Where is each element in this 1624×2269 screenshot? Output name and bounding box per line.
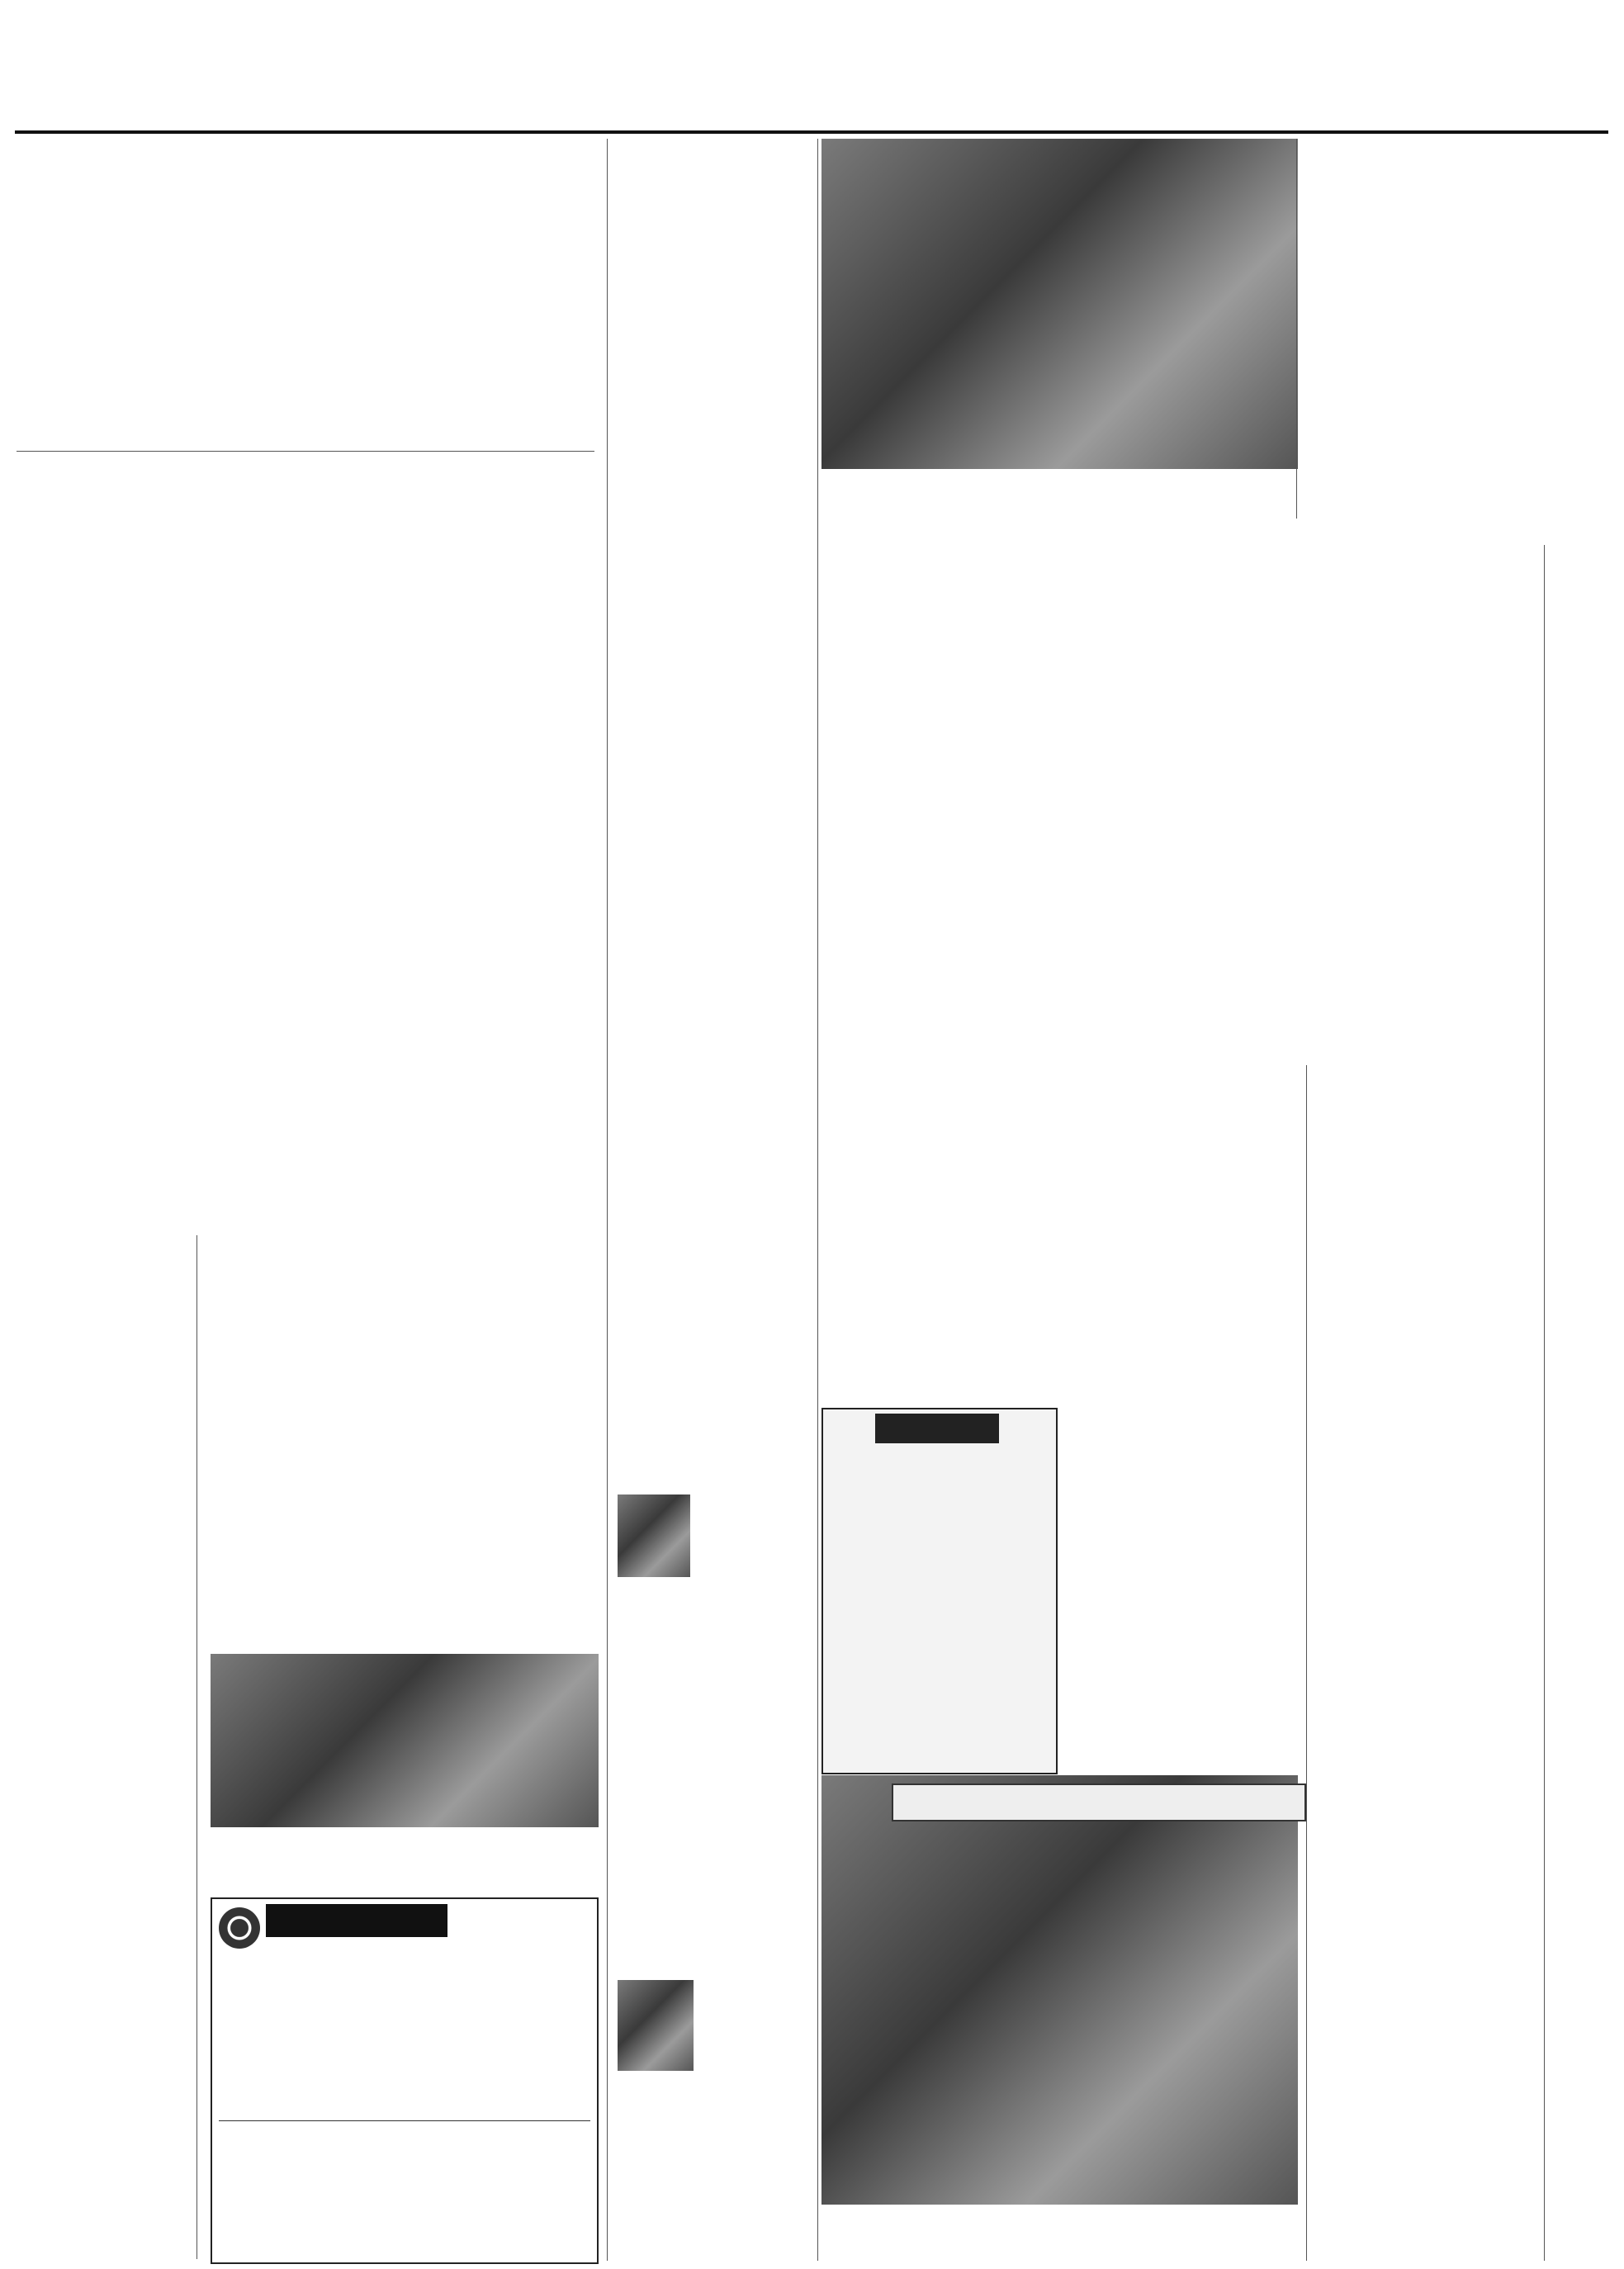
table-cell [367,2133,442,2134]
rebury-body [17,317,594,439]
weather-logo-sub [266,1937,447,1954]
book-launch-photo [211,1654,599,1827]
extortion-body [618,248,809,594]
divider [1306,1065,1307,2261]
divider [17,451,594,452]
obituary-body [618,2076,809,2155]
flour-body [618,727,809,1197]
table-cell [219,2133,293,2134]
isd-caption [821,2208,1298,2257]
weather-table [219,2119,590,2257]
isd-banner-sub [892,1821,1303,1846]
shanties-body [821,1179,1298,1404]
vday-body [618,2210,809,2262]
table-cell [516,2133,590,2134]
world-bank-meeting-photo [821,139,1298,469]
weather-body [219,2006,590,2115]
table-row [219,2133,590,2134]
obituary-portrait [618,1980,694,2071]
divider [1544,545,1545,2261]
steel-body [618,1582,809,1939]
wage-body [1304,306,1610,537]
isd-banner [892,1783,1306,1821]
divider [817,139,818,2261]
table-cell [293,2133,367,2134]
relief-body [211,1341,599,1646]
book-launch-caption [211,1841,599,1886]
promothesh-portrait [618,1495,690,1577]
dhaka-today-list [828,1463,1048,1767]
table-cell [442,2133,516,2134]
amin-body [1061,1511,1300,1771]
world-bank-caption [821,482,1298,515]
weather-logo [266,1904,447,1937]
livestock-body [821,644,1540,1057]
divider [196,1235,197,2259]
army-body [17,1408,192,2262]
masthead-rule [15,130,1608,134]
children-body [1314,1599,1537,2259]
dhaka-today-logo [875,1414,999,1443]
divider [1296,139,1297,519]
trial-body [17,599,594,1227]
sun-icon [219,1907,260,1949]
divider [607,139,608,2261]
political-body [1314,1009,1537,1471]
